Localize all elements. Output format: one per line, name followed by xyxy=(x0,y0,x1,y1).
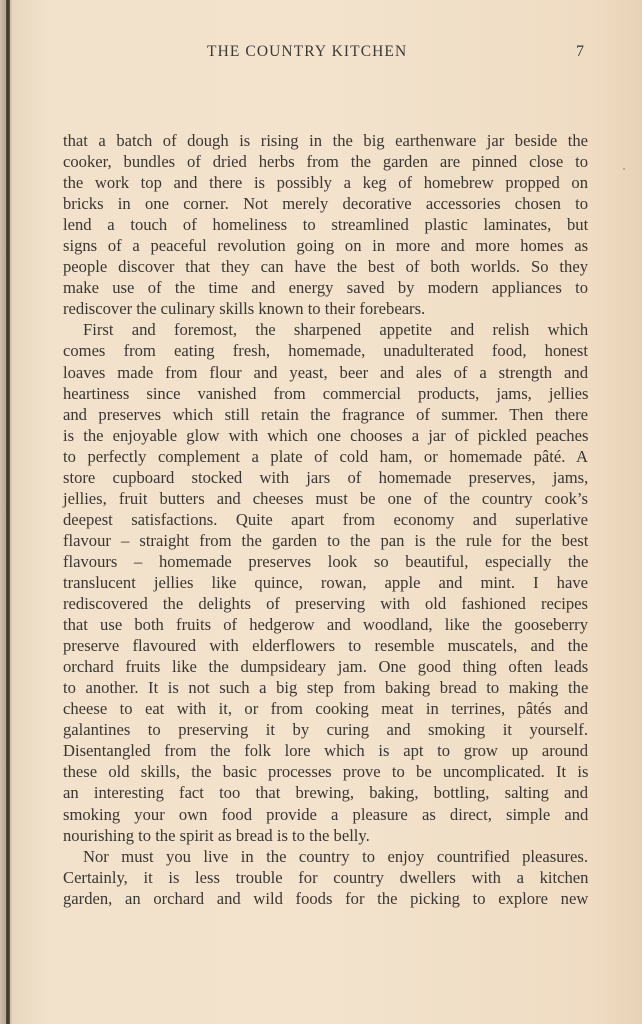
text-line: deepest satisfactions. Quite apart from economy and superlative xyxy=(63,509,588,529)
text-line: bricks in one corner. Not merely decorative accessories chosen to xyxy=(63,194,589,214)
text-line: cooker, bundles of dried herbs from the garden are pinned close to xyxy=(63,152,588,172)
page-number: 7 xyxy=(576,43,584,60)
text-line: to perfectly complement a plate of cold ham, or homemade pâté. A xyxy=(63,446,588,466)
text-line: make use of the time and energy saved by modern appliances to xyxy=(63,278,589,298)
text-line: heartiness since vanished from commercial products, jams, jellies xyxy=(63,383,589,403)
text-line: Nor must you live in the country to enjoy countrified pleasures. xyxy=(83,846,588,866)
text-line: translucent jellies like quince, rowan, apple and mint. I have xyxy=(63,572,588,592)
text-line: flavour – straight from the garden to the pan is the rule for the best xyxy=(63,530,589,550)
book-binding-edge xyxy=(6,0,10,1024)
paragraph-1 xyxy=(63,130,588,319)
text-line: store cupboard stocked with jars of homemade preserves, jams, xyxy=(63,467,589,487)
body-text xyxy=(63,130,588,909)
text-line: Certainly, it is less trouble for country dwellers with a kitchen xyxy=(63,867,589,887)
text-line: an interesting fact too that brewing, baking, bottling, salting and xyxy=(63,783,588,803)
text-line: people discover that they can have the best of both worlds. So they xyxy=(63,257,588,277)
text-line: that a batch of dough is rising in the big earthenware jar beside the xyxy=(63,131,588,150)
text-line: galantines to preserving it by curing and smoking it yourself. xyxy=(63,720,588,740)
text-line: orchard fruits like the dumpsideary jam. One good thing often leads xyxy=(63,657,589,677)
text-line: rediscover the culinary skills known to their forebears. xyxy=(63,299,426,319)
paragraph-3 xyxy=(63,846,588,909)
text-line: and preserves which still retain the fragrance of summer. Then there xyxy=(63,404,588,424)
text-line: nourishing to the spirit as bread is to the belly. xyxy=(63,825,370,845)
text-line: rediscovered the delights of preserving with old fashioned recipes xyxy=(63,594,588,614)
running-title: THE COUNTRY KITCHEN xyxy=(207,43,408,60)
text-line: flavours – homemade preserves look so beautiful, especially the xyxy=(63,551,589,571)
text-line: Disentangled from the folk lore which is apt to grow up around xyxy=(63,741,588,761)
text-line: comes from eating fresh, homemade, unadulterated food, honest xyxy=(63,341,588,361)
text-line: is the enjoyable glow with which one chooses a jar of pickled peaches xyxy=(63,425,589,445)
paper-speck xyxy=(623,168,625,170)
text-line: that use both fruits of hedgerow and woodland, like the gooseberry xyxy=(63,615,588,635)
text-line: garden, an orchard and wild foods for the picking to explore new xyxy=(63,888,589,908)
text-line: cheese to eat with it, or from cooking meat in terrines, pâtés and xyxy=(63,699,588,719)
text-line: preserve flavoured with elderflowers to resemble muscatels, and the xyxy=(63,636,589,656)
text-line: signs of a peaceful revolution going on in more and more homes as xyxy=(63,236,589,256)
text-line: the work top and there is possibly a keg of homebrew propped on xyxy=(63,173,589,193)
paragraph-2 xyxy=(63,319,588,845)
text-line: First and foremost, the sharpened appetite and relish which xyxy=(83,320,589,340)
text-line: lend a touch of homeliness to streamlined plastic laminates, but xyxy=(63,215,589,235)
text-line: smoking your own food provide a pleasure as direct, simple and xyxy=(63,804,589,824)
text-line: to another. It is not such a big step from baking bread to making the xyxy=(63,678,589,698)
text-line: these old skills, the basic processes prove to be uncomplicated. It is xyxy=(63,762,589,782)
text-line: jellies, fruit butters and cheeses must be one of the country cook’s xyxy=(63,488,588,508)
running-head xyxy=(0,43,642,63)
text-line: loaves made from flour and yeast, beer and ales of a strength and xyxy=(63,362,588,382)
